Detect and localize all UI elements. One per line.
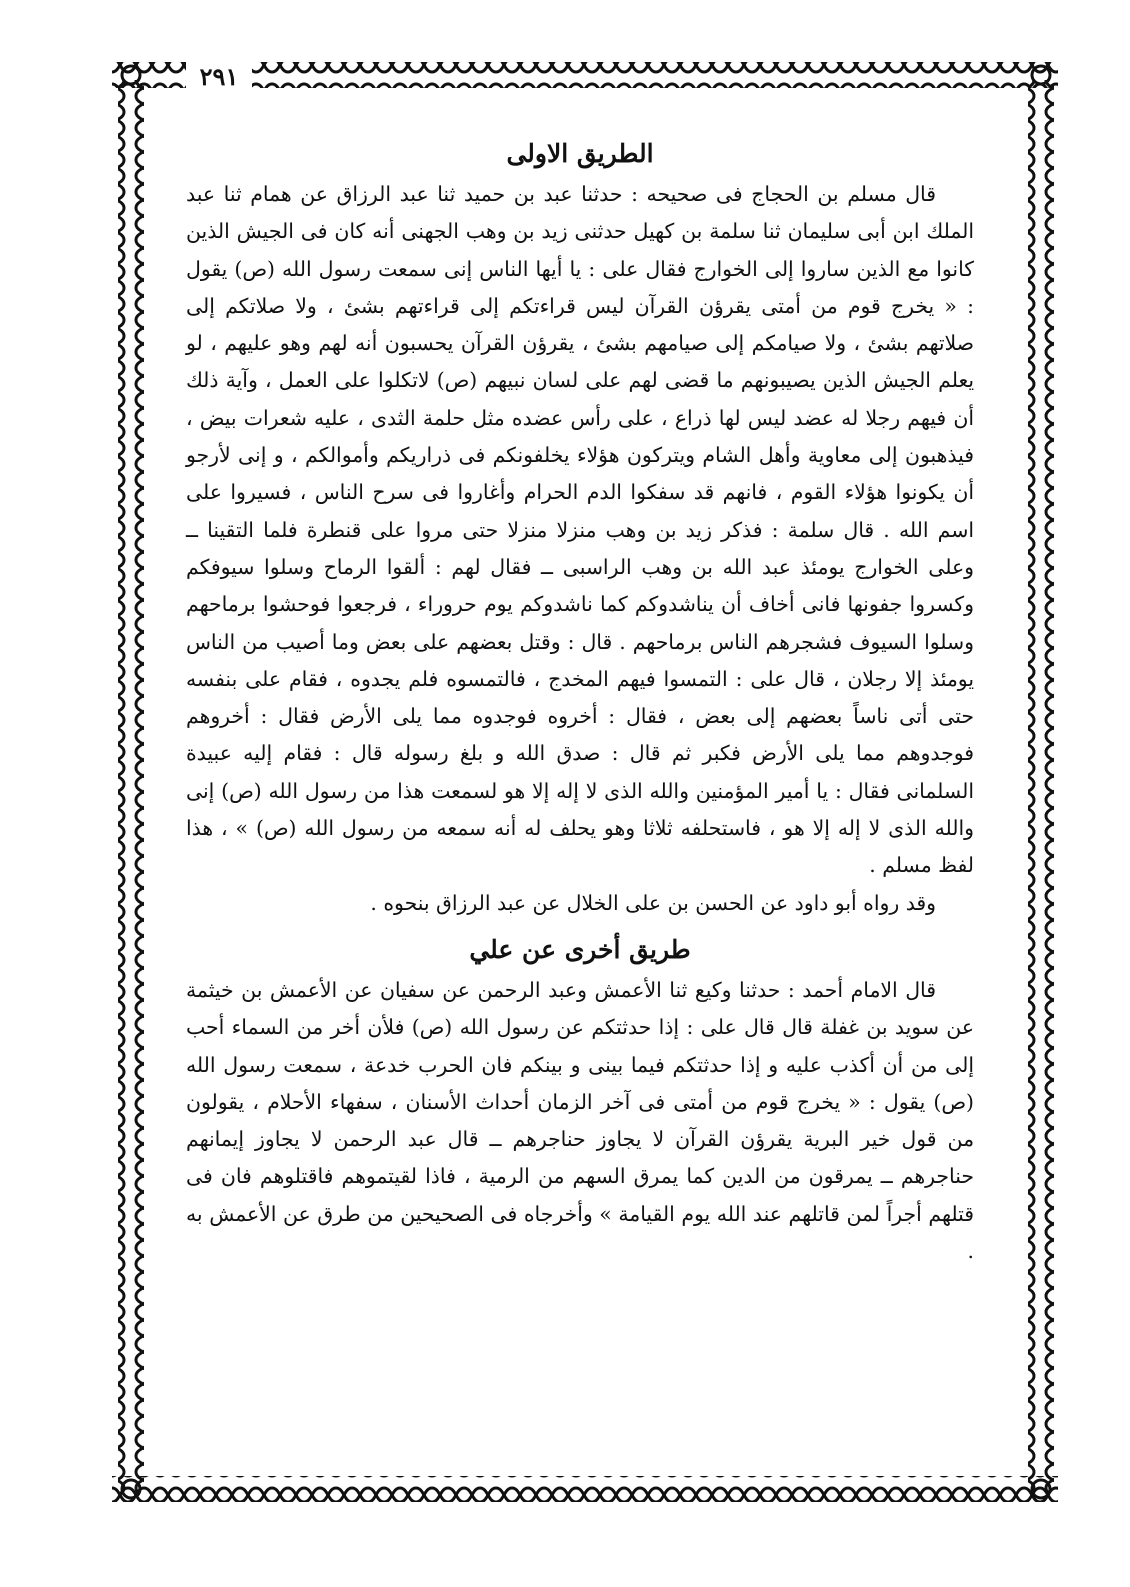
section-another-path: [186, 928, 974, 1270]
page-content: [186, 132, 974, 1270]
section-title: الطريق الاولى: [506, 139, 654, 168]
paragraph: قال مسلم بن الحجاج فى صحيحه : حدثنا عبد بن حميد ثنا عبد الرزاق عن همام ثنا عبد الملك ابن أبى سليمان ثنا سلمة بن كهيل حدثنى زيد بن وهب الجهنى أنه كان فى الجيش الذين كانوا مع الذين ساروا إلى الخوارج فقال على : يا أيها الناس إنى سمعت رسول الله (ص) يقول : « يخرج قوم من أمتى يقرؤن القرآن ليس قراءتكم إلى قراءتهم بشئ ، ولا صلاتكم إلى صلاتهم بشئ ، ولا صيامكم إلى صيامهم بشئ ، يقرؤن القرآن يحسبون أنه لهم وهو عليهم ، لو يعلم الجيش الذين يصيبونهم ما قضى لهم على لسان نبيهم (ص) لاتكلوا على العمل ، وآية ذلك أن فيهم رجلا له عضد ليس لها ذراع ، على رأس عضده مثل حلمة الثدى ، عليه شعرات بيض ، فيذهبون إلى معاوية وأهل الشام ويتركون هؤلاء يخلفونكم فى ذراريكم وأموالكم ، و إنى لأرجو أن يكونوا هؤلاء القوم ، فانهم قد سفكوا الدم الحرام وأغاروا فى سرح الناس ، فسيروا على اسم الله . قال سلمة : فذكر زيد بن وهب منزلا منزلا حتى مروا على قنطرة فلما التقينا ــ وعلى الخوارج يومئذ عبد الله بن وهب الراسبى ــ فقال لهم : ألقوا الرماح وسلوا سيوفكم وكسروا جفونها فانى أخاف أن يناشدوكم كما ناشدوكم يوم حروراء ، فرجعوا فوحشوا برماحهم وسلوا السيوف فشجرهم الناس برماحهم . قال : وقتل بعضهم على بعض وما أصيب من الناس يومئذ إلا رجلان ، قال على : التمسوا فيهم المخدج ، فالتمسوه فلم يجدوه ، فقام على بنفسه حتى أتى ناساً بعضهم إلى بعض ، فقال : أخروه فوجدوه مما يلى الأرض فقال : أخروهم فوجدوهم مما يلى الأرض فكبر ثم قال : صدق الله و بلغ رسوله قال : فقام إليه عبيدة السلمانى فقال : يا أمير المؤمنين والله الذى لا إله إلا هو لسمعت هذا من رسول الله (ص) إنى والله الذى لا إله إلا هو ، فاستحلفه ثلاثا وهو يحلف له أنه سمعه من رسول الله (ص) » ، هذا لفظ مسلم .: [186, 182, 974, 878]
page-number: ٢٩١: [186, 62, 252, 92]
section-first-path: [186, 132, 974, 922]
section-title: طريق أخرى عن علي: [469, 934, 691, 964]
paragraph: قال الامام أحمد : حدثنا وكيع ثنا الأعمش وعبد الرحمن عن سفيان عن الأعمش بن خيثمة عن سويد بن غفلة قال قال على : إذا حدثتكم عن رسول الله (ص) فلأن أخر من السماء أحب إلى من أن أكذب عليه و إذا حدثتكم فيما بينى و بينكم فان الحرب خدعة ، سمعت رسول الله (ص) يقول : « يخرج قوم من أمتى فى آخر الزمان أحداث الأسنان ، سفهاء الأحلام ، يقولون من قول خير البرية يقرؤن القرآن لا يجاوز حناجرهم ــ قال عبد الرحمن لا يجاوز إيمانهم حناجرهم ــ يمرقون من الدين كما يمرق السهم من الرمية ، فاذا لقيتموهم فاقتلوهم فان فى قتلهم أجراً لمن قاتلهم عند الله يوم القيامة » وأخرجاه فى الصحيحين من طرق عن الأعمش به .: [186, 977, 974, 1264]
paragraph: وقد رواه أبو داود عن الحسن بن على الخلال عن عبد الرزاق بنحوه .: [370, 890, 936, 915]
